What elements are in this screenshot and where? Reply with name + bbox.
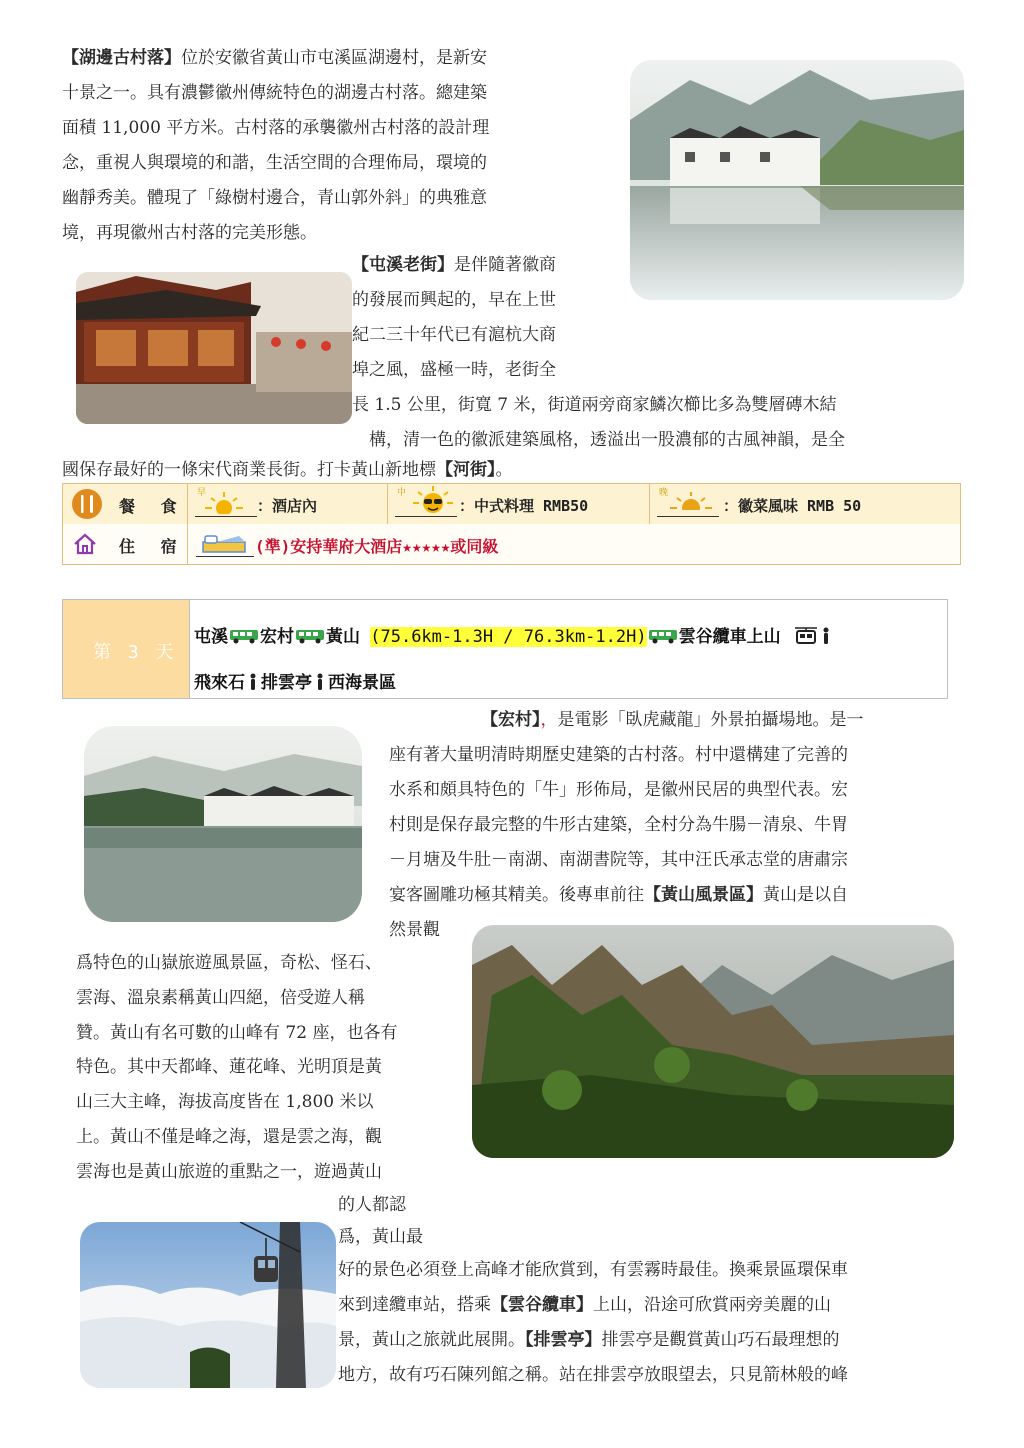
text-span: 上山，沿途可欣賞兩旁美麗的山 <box>593 1295 831 1315</box>
attraction-title: 【雲谷纜車】 <box>491 1295 593 1315</box>
dinner-tag: 晚 <box>659 488 669 498</box>
text-line: 埠之風，盛極一時，老街全 <box>352 360 556 380</box>
route-stop: 排雲亭 <box>261 673 312 693</box>
text-span: 景，黃山之旅就此展開。 <box>338 1330 525 1350</box>
route-stop: 黃山 <box>326 627 371 647</box>
text-line <box>389 880 848 911</box>
hotel-name: (準)安持華府大酒店★★★★★或同級 <box>255 537 499 556</box>
text-line <box>481 705 864 736</box>
hongcun-village-photo <box>84 726 362 922</box>
sun-sunglasses-icon <box>413 486 453 516</box>
text-line: 座有著大量明清時期歷史建築的古村落。村中還構建了完善的 <box>389 745 848 765</box>
meals-row <box>63 484 960 525</box>
meals-header-cell <box>63 484 188 524</box>
bus-icon <box>295 628 325 644</box>
text-line: 地方，故有巧石陳列館之稱。站在排雲亭放眼望去，只見箭林般的峰 <box>338 1365 848 1385</box>
text-line: 爲特色的山嶽旅遊風景區，奇松、怪石、 <box>76 953 382 973</box>
text-span: 國保存最好的一條宋代商業長街。打卡黃山新地標 <box>62 460 436 480</box>
dinner-cell <box>649 484 960 524</box>
sunrise-icon <box>201 490 247 514</box>
route-stop: 飛來石 <box>194 673 245 693</box>
text-line: 爲，黃山最 <box>338 1227 423 1247</box>
text-line: 贊。黃山有名可數的山峰有 72 座，也各有 <box>76 1023 398 1043</box>
day-label-cell <box>63 600 190 698</box>
text-line: 村則是保存最完整的牛形古建築，全村分為牛腸－清泉、牛胃 <box>389 815 848 835</box>
text-line: 然景觀 <box>389 920 440 940</box>
text-span: 黃山是以自 <box>763 885 848 905</box>
text-span: 。 <box>495 460 513 480</box>
lodging-row <box>63 524 960 564</box>
text-line <box>62 43 487 74</box>
huangshan-mountains-photo <box>472 925 954 1158</box>
lunch-cell <box>387 484 650 524</box>
text-line: 的人都認 <box>338 1195 406 1215</box>
lodging-header-cell <box>63 524 188 564</box>
text-line <box>338 1290 831 1321</box>
text-line: 構，清一色的徽派建築風格，透溢出一股濃郁的古風神韻，是全 <box>369 430 845 450</box>
cutlery-icon <box>71 488 103 520</box>
route-stop: 雲谷纜車上山 <box>678 627 781 647</box>
lunch-value: ：中式料理 RMB50 <box>459 497 589 515</box>
cable-car-icon <box>795 626 817 644</box>
day-label: 第 3 天 <box>93 642 177 663</box>
sunset-icon <box>667 490 715 514</box>
route-stop: 西海景區 <box>328 673 396 693</box>
attraction-title: 【宏村】 <box>481 710 541 730</box>
text-span: 來到達纜車站，搭乘 <box>338 1295 491 1315</box>
meals-lodging-table <box>62 483 961 565</box>
text-line: 水系和頗具特色的「牛」形佈局，是徽州民居的典型代表。宏 <box>389 780 848 800</box>
text-line: 好的景色必須登上高峰才能欣賞到，有雲霧時最佳。換乘景區環保車 <box>338 1260 848 1280</box>
text-line: －月塘及牛肚－南湖、南湖書院等，其中汪氏承志堂的唐肅宗 <box>389 850 848 870</box>
underline <box>395 516 457 517</box>
route-stop: 宏村 <box>260 627 294 647</box>
meals-label: 餐 食 <box>119 497 185 516</box>
hotel-bed-icon <box>199 530 249 556</box>
text-span: 排雲亭是觀賞黃山巧石最理想的 <box>601 1330 840 1350</box>
text-span: 宴客圖雕功極其精美。後專車前往 <box>389 885 644 905</box>
text-line: 山三大主峰，海拔高度皆在 1,800 米以 <box>76 1092 374 1112</box>
day-route-table <box>62 599 948 699</box>
route-stop: 屯溪 <box>194 627 228 647</box>
text-line: 雲海也是黃山旅遊的重點之一，遊過黃山 <box>76 1162 382 1182</box>
lodging-label: 住 宿 <box>119 537 185 556</box>
text-line <box>352 250 556 281</box>
tunxi-old-street-photo <box>76 272 352 424</box>
text-line: 的發展而興起的，早在上世 <box>352 290 556 310</box>
lunch-tag: 中 <box>397 488 407 498</box>
dinner-value: ：徽菜風味 RMB 50 <box>723 497 862 515</box>
route-line-1 <box>194 622 834 647</box>
attraction-title: 【黃山風景區】 <box>644 885 763 905</box>
breakfast-cell <box>187 484 388 524</box>
underline <box>195 516 257 517</box>
text-line <box>338 1325 840 1356</box>
cable-car-sea-of-clouds-photo <box>80 1222 336 1388</box>
walking-person-icon <box>822 627 830 644</box>
route-line-2 <box>194 668 396 693</box>
attraction-title: 【河街】 <box>436 460 496 480</box>
bus-icon <box>229 628 259 644</box>
text-line <box>62 455 513 486</box>
text-line: 十景之一。具有濃鬱徽州傳統特色的湖邊古村落。總建築 <box>62 83 487 103</box>
text-span: 是伴隨著徽商 <box>454 255 556 275</box>
text-line: 念，重視人與環境的和諧，生活空間的合理佈局，環境的 <box>62 153 487 173</box>
bus-icon <box>648 628 678 644</box>
text-line: 長 1.5 公里，街寬 7 米，街道兩旁商家鱗次櫛比多為雙層磚木結 <box>352 395 837 415</box>
text-line: 紀二三十年代已有滬杭大商 <box>352 325 556 345</box>
text-line: 雲海、溫泉素稱黃山四絕，倍受遊人稱 <box>76 988 365 1008</box>
home-icon <box>73 532 97 556</box>
text-span: 位於安徽省黃山市屯溪區湖邊村，是新安 <box>181 48 487 68</box>
attraction-title: 【排雲亭】 <box>525 1330 602 1350</box>
walking-person-icon <box>249 673 257 690</box>
breakfast-tag: 早 <box>197 488 207 498</box>
breakfast-value: ：酒店內 <box>257 497 318 515</box>
text-line: 面積 11,000 平方米。古村落的承襲徽州古村落的設計理 <box>62 118 490 138</box>
text-line: 上。黃山不僅是峰之海，還是雲之海，觀 <box>76 1127 382 1147</box>
underline <box>196 556 254 557</box>
text-span: 是電影「臥虎藏龍」外景拍攝場地。是一 <box>557 710 864 730</box>
walking-person-icon <box>316 673 324 690</box>
text-line: 特色。其中天都峰、蓮花峰、光明頂是黃 <box>76 1057 382 1077</box>
lakeside-village-photo <box>630 60 964 300</box>
underline <box>657 516 719 517</box>
text-span: ， <box>540 710 558 730</box>
distance-highlight: (75.6km-1.3H / 76.3km-1.2H) <box>370 627 647 647</box>
text-line: 幽靜秀美。體現了「綠樹村邊合，青山郭外斜」的典雅意 <box>62 188 487 208</box>
attraction-title: 【湖邊古村落】 <box>62 48 181 68</box>
attraction-title: 【屯溪老街】 <box>352 255 454 275</box>
text-line: 境，再現徽州古村落的完美形態。 <box>62 223 317 243</box>
